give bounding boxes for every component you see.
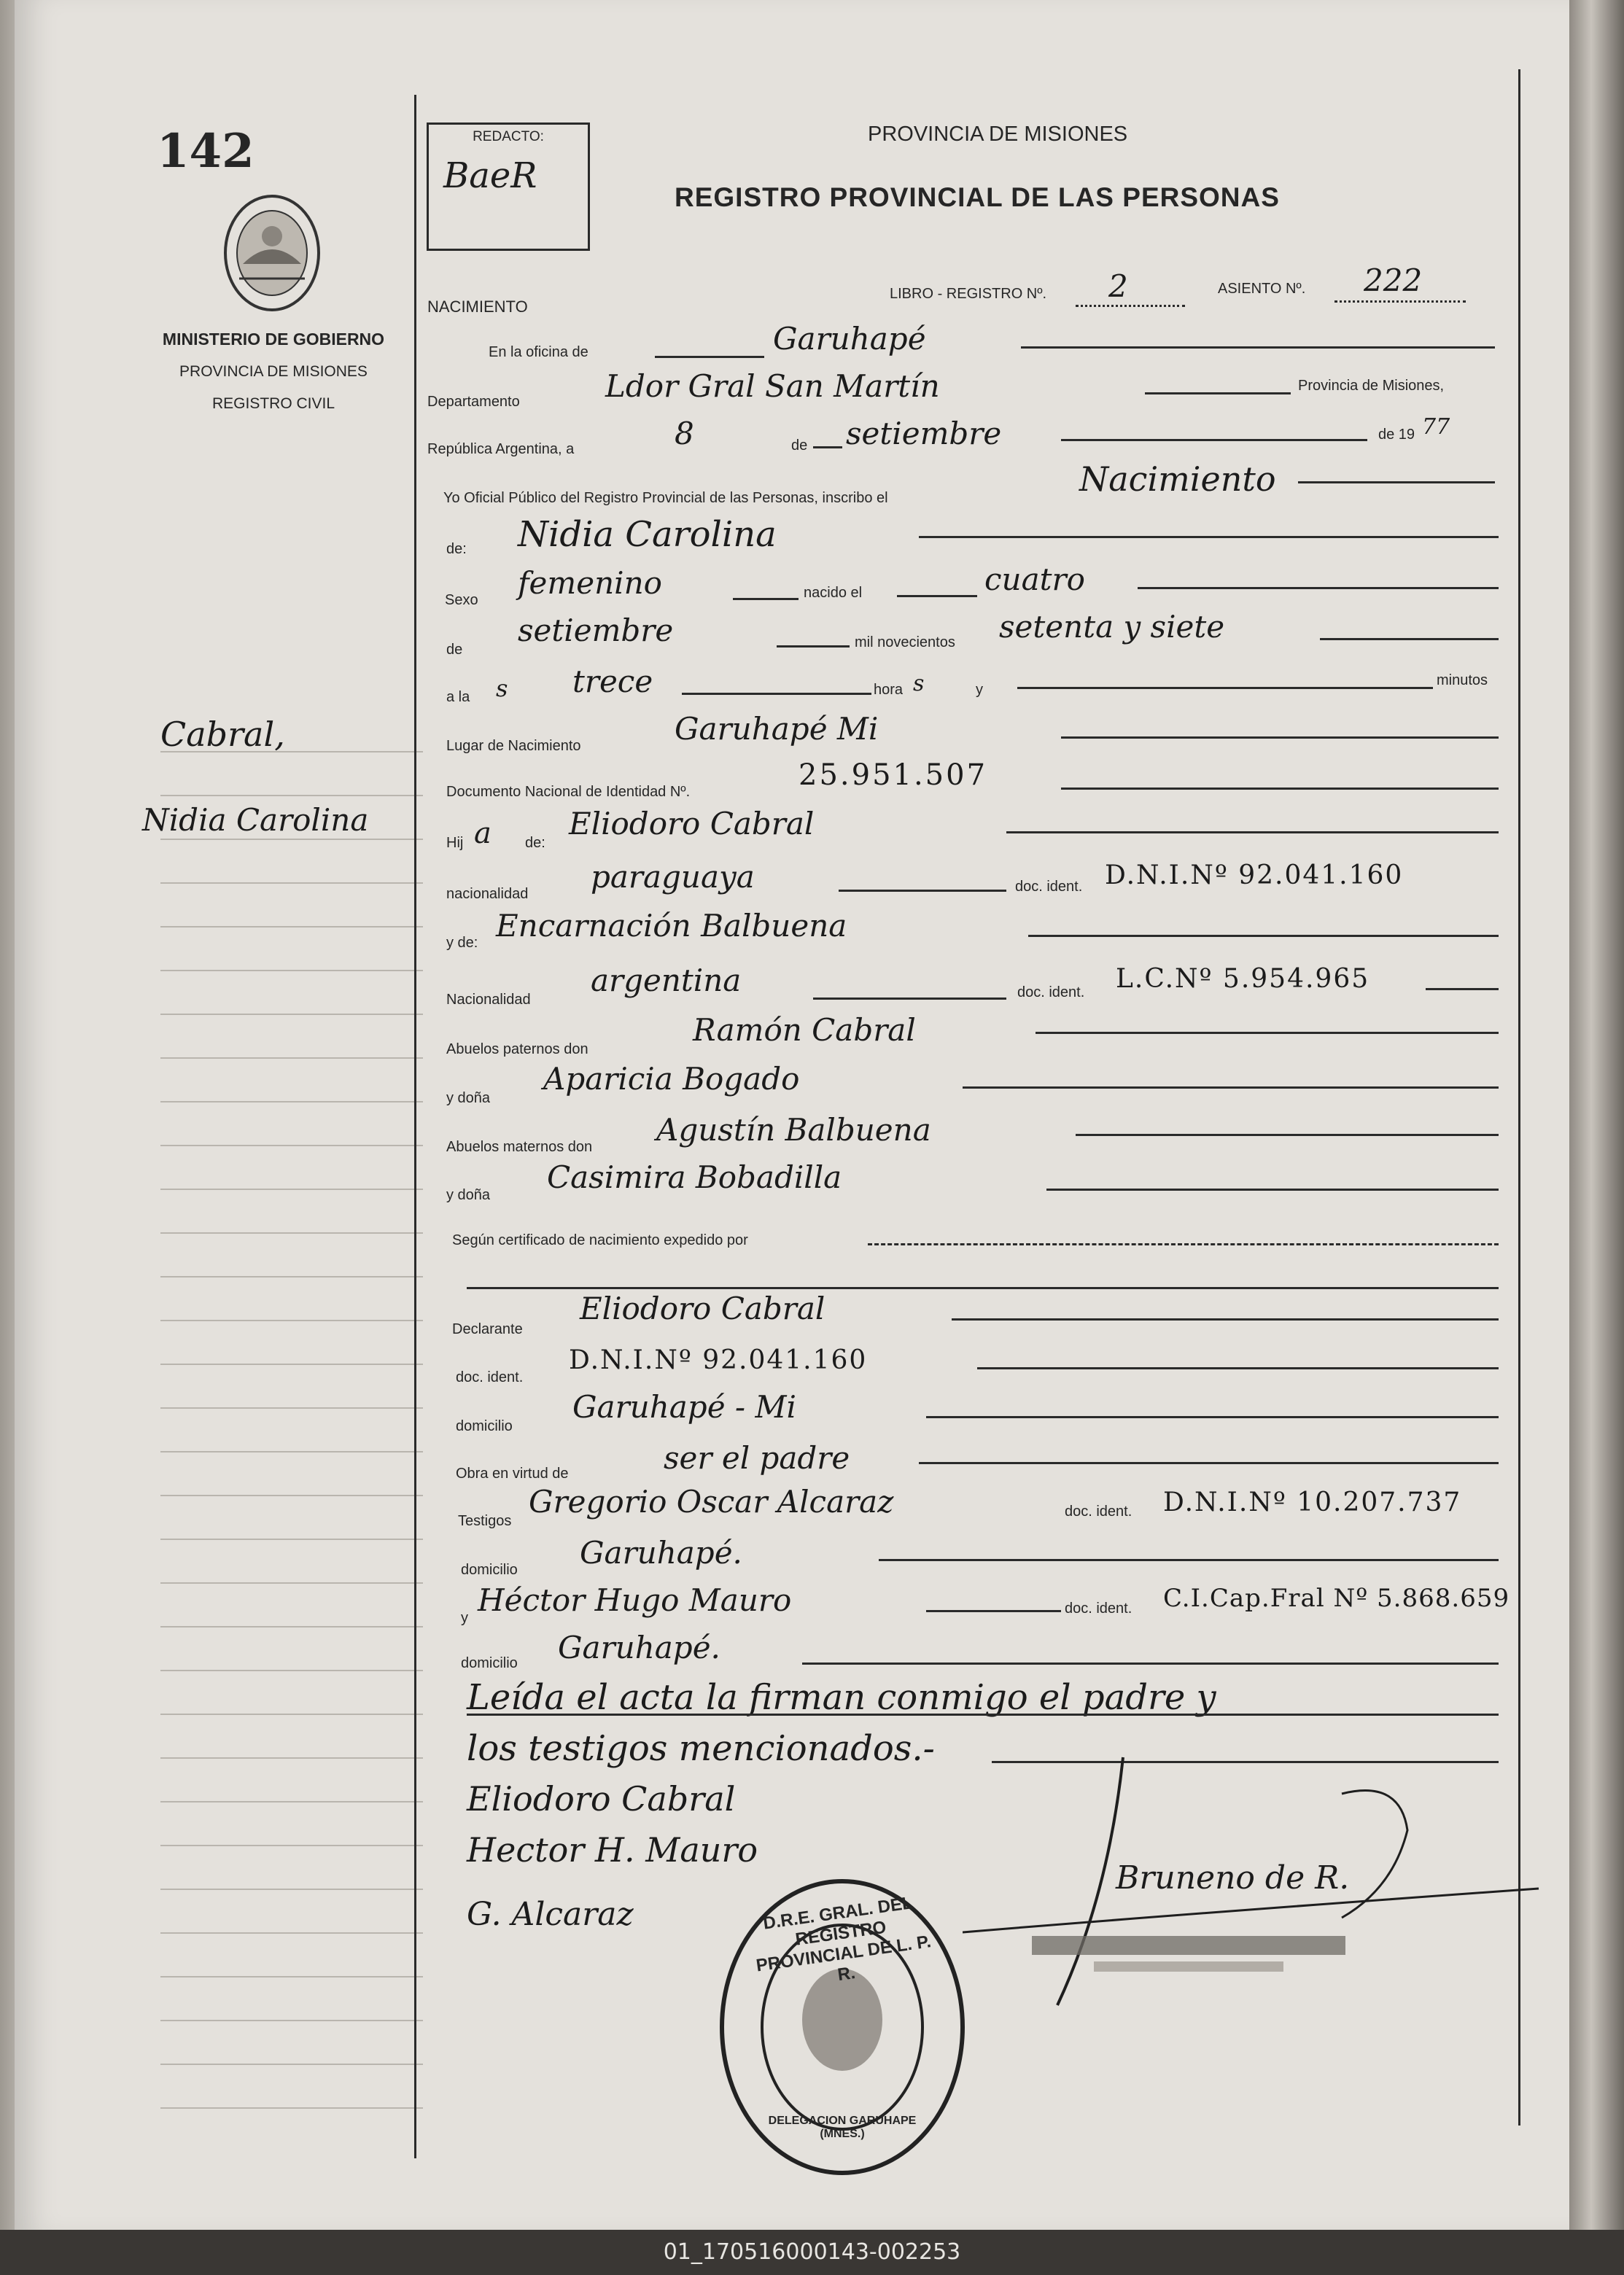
redacto-box	[427, 122, 590, 251]
anio-label: de 19	[1378, 427, 1415, 443]
hora-s: s	[913, 671, 925, 696]
doct1-value: D.N.I.Nº 10.207.737	[1163, 1488, 1462, 1517]
docdecl-value: D.N.I.Nº 92.041.160	[569, 1345, 868, 1375]
closing-line-1: Leída el acta la firman conmigo el padre y	[467, 1677, 1216, 1718]
domicilio1-value: Garuhapé - Mi	[572, 1389, 796, 1425]
anio-value: 77	[1422, 414, 1450, 440]
abmat-value: Agustín Balbuena	[656, 1112, 931, 1148]
milnov-value: setenta y siete	[999, 609, 1225, 645]
domicilio3-label: domicilio	[461, 1655, 518, 1671]
nombre-value: Nidia Carolina	[518, 514, 777, 555]
domicilio2-value: Garuhapé.	[580, 1535, 742, 1571]
nacionalidad2-label: Nacionalidad	[446, 992, 531, 1008]
libro-value: 2	[1108, 268, 1128, 304]
abpat-label: Abuelos paternos don	[446, 1041, 588, 1057]
image-id-footer: 01_170516000143-002253	[0, 2230, 1624, 2275]
closing-line-2: los testigos mencionados.-	[467, 1728, 935, 1769]
doc1-label: doc. ident.	[1015, 879, 1083, 895]
dni-label: Documento Nacional de Identidad Nº.	[446, 784, 691, 800]
doct2-value: C.I.Cap.Fral Nº 5.868.659	[1163, 1584, 1510, 1613]
madre-value: Encarnación Balbuena	[496, 908, 847, 944]
hijo-label: Hij	[446, 835, 464, 851]
testigo2-value: Héctor Hugo Mauro	[478, 1582, 792, 1618]
doct2-label: doc. ident.	[1065, 1601, 1132, 1617]
hijo-de-label: de:	[525, 835, 545, 851]
sexo-value: femenino	[518, 565, 662, 601]
nacionalidad1-value: paraguaya	[591, 859, 755, 895]
departamento-value: Ldor Gral San Martín	[605, 368, 940, 404]
redacto-label: REDACTO:	[473, 129, 544, 144]
de3-label: de	[446, 642, 463, 658]
abpat2-value: Aparicia Bogado	[543, 1061, 800, 1097]
official-signature-flourish-icon	[963, 1750, 1546, 2042]
de2-label: de:	[446, 541, 467, 557]
lugar-label: Lugar de Nacimiento	[446, 738, 581, 754]
nacido-label: nacido el	[804, 585, 863, 601]
signature-father: Eliodoro Cabral	[467, 1779, 736, 1819]
frame-left-border	[414, 95, 416, 2158]
province-emblem-icon	[217, 191, 327, 315]
abmat-label: Abuelos maternos don	[446, 1139, 593, 1155]
ministry-label: MINISTERIO DE GOBIERNO	[162, 330, 385, 349]
padre-value: Eliodoro Cabral	[569, 806, 815, 841]
ydona1-label: y doña	[446, 1090, 491, 1106]
seal-inner-text: DELEGACION GARUHAPE (MNES.)	[768, 2115, 917, 2140]
inscribo-label: Yo Oficial Público del Registro Provincial de las Personas, inscribo el	[443, 490, 888, 506]
ymadre-label: y de:	[446, 935, 478, 951]
testigo1-value: Gregorio Oscar Alcaraz	[529, 1484, 894, 1520]
hora-value: trece	[572, 664, 653, 699]
alas-s: s	[496, 674, 508, 702]
docdecl-label: doc. ident.	[456, 1369, 524, 1385]
official-stamp-smudge	[1032, 1936, 1345, 1955]
sexo-label: Sexo	[445, 592, 478, 608]
lugar-value: Garuhapé Mi	[675, 711, 879, 747]
doc2-label: doc. ident.	[1017, 984, 1085, 1000]
abpat-value: Ramón Cabral	[693, 1012, 916, 1048]
signature-witness-2: Hector H. Mauro	[467, 1830, 758, 1870]
y2-label: y	[461, 1610, 468, 1626]
header-province: PROVINCIA DE MISIONES	[868, 122, 1128, 146]
inscribo-value: Nacimiento	[1079, 459, 1276, 499]
republica-label: República Argentina, a	[427, 441, 575, 457]
dni-value: 25.951.507	[799, 758, 988, 792]
margin-names: Nidia Carolina	[142, 802, 369, 838]
libro-label: LIBRO - REGISTRO Nº.	[890, 286, 1047, 302]
alas-label: a la	[446, 689, 470, 705]
y-label: y	[976, 682, 983, 698]
signature-witness-1: G. Alcaraz	[467, 1896, 634, 1933]
book-right-edge	[1569, 0, 1624, 2230]
segun-label: Según certificado de nacimiento expedido por	[452, 1232, 748, 1248]
dia-value: 8	[675, 416, 694, 451]
asiento-label: ASIENTO Nº.	[1218, 281, 1306, 297]
hijo-suffix: a	[474, 817, 492, 850]
provincia-suffix: Provincia de Misiones,	[1298, 378, 1445, 394]
signature-official: Bruneno de R.	[1116, 1859, 1350, 1897]
nacionalidad1-label: nacionalidad	[446, 886, 529, 902]
minutos-label: minutos	[1437, 672, 1488, 688]
ydona2-label: y doña	[446, 1187, 491, 1203]
doct1-label: doc. ident.	[1065, 1504, 1132, 1520]
doc2-value: L.C.Nº 5.954.965	[1116, 964, 1370, 994]
obra-label: Obra en virtud de	[456, 1466, 569, 1482]
seal-ring-text: D.R.E. GRAL. DEL REGISTRO PROVINCIAL DE L. P. R.	[755, 1893, 933, 1986]
redacto-initials: BaeR	[443, 155, 537, 196]
abmat2-value: Casimira Bobadilla	[547, 1159, 842, 1195]
departamento-label: Departamento	[427, 394, 520, 410]
header-title: REGISTRO PROVINCIAL DE LAS PERSONAS	[675, 182, 1280, 212]
hora-label: hora	[874, 682, 904, 698]
registry-label: REGISTRO CIVIL	[211, 395, 335, 412]
sidebar-province-label: PROVINCIA DE MISIONES	[179, 363, 368, 380]
declarante-value: Eliodoro Cabral	[580, 1291, 825, 1326]
oficina-label: En la oficina de	[489, 344, 588, 360]
section-label: NACIMIENTO	[427, 298, 528, 316]
domicilio3-value: Garuhapé.	[558, 1630, 720, 1665]
declarante-label: Declarante	[452, 1321, 523, 1337]
margin-surname: Cabral,	[160, 715, 285, 754]
milnov-label: mil novecientos	[855, 634, 955, 650]
obra-value: ser el padre	[664, 1440, 850, 1476]
de-label: de	[791, 438, 808, 454]
folio-number: 142	[157, 124, 255, 179]
asiento-value: 222	[1364, 262, 1423, 298]
nacionalidad2-value: argentina	[591, 962, 742, 998]
testigos-label: Testigos	[458, 1513, 512, 1529]
doc1-value: D.N.I.Nº 92.041.160	[1105, 860, 1404, 890]
nacido-value: cuatro	[984, 561, 1085, 597]
oficina-value: Garuhapé	[773, 321, 926, 357]
registry-seal	[715, 1874, 970, 2180]
nacido-mes-value: setiembre	[518, 612, 674, 648]
domicilio1-label: domicilio	[456, 1418, 513, 1434]
domicilio2-label: domicilio	[461, 1562, 518, 1578]
document-page	[15, 0, 1574, 2230]
mes-value: setiembre	[846, 416, 1002, 451]
